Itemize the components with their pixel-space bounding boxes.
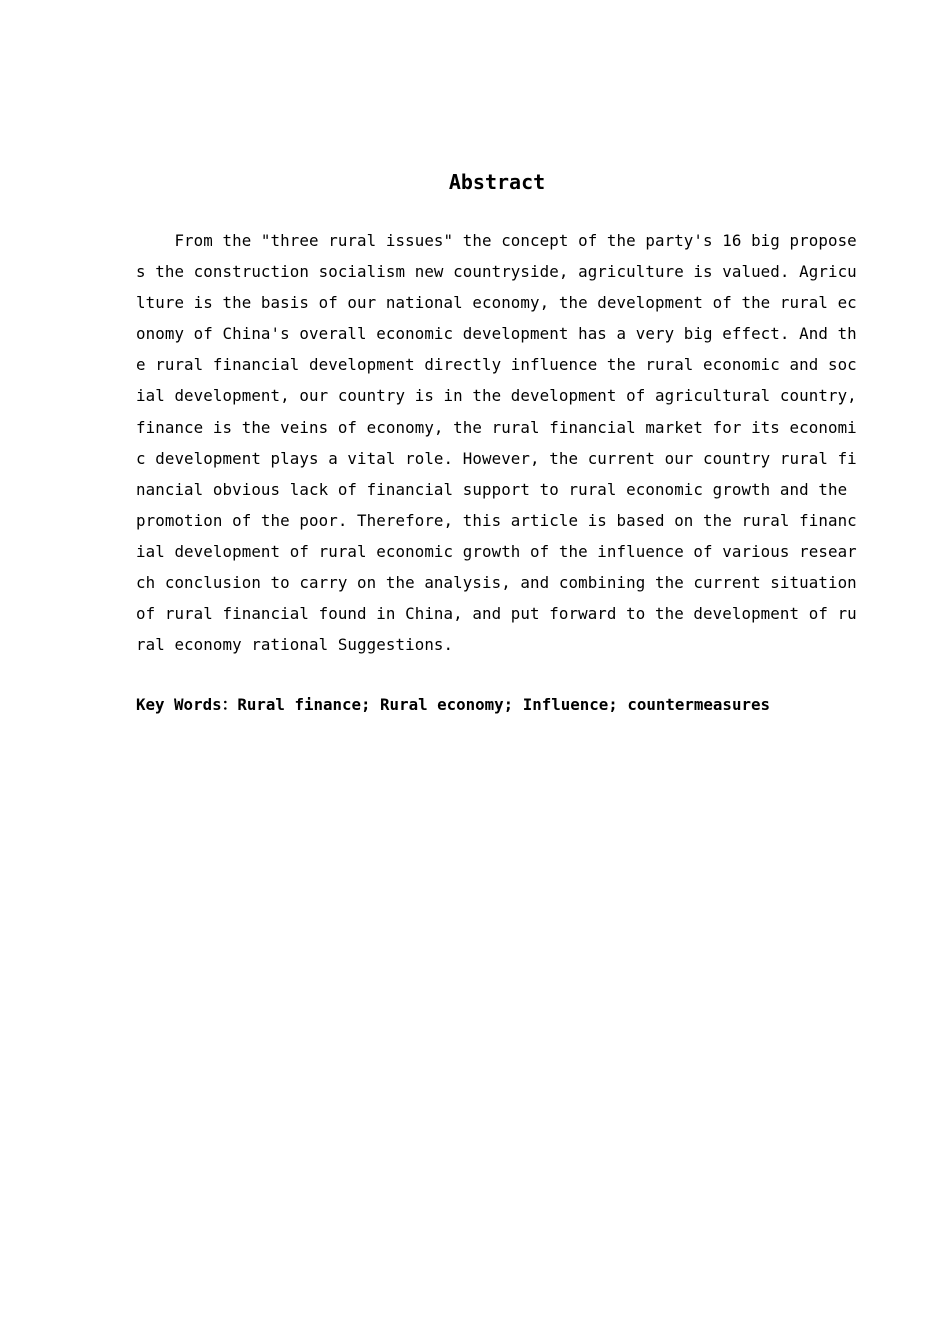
abstract-line: s the construction socialism new countryside, agriculture is valued. Agricu [136, 262, 857, 282]
abstract-title: Abstract [448, 170, 546, 194]
abstract-line: e rural financial development directly influence the rural economic and soc [136, 355, 857, 375]
abstract-line: nancial obvious lack of financial support to rural economic growth and the [136, 479, 848, 499]
abstract-line: ial development, our country is in the development of agricultural country, [136, 386, 857, 406]
abstract-line: From the "three rural issues" the concept of the party's 16 big propose [136, 231, 857, 250]
abstract-line: lture is the basis of our national economy, the development of the rural ec [136, 293, 857, 313]
abstract-line: promotion of the poor. Therefore, this article is based on the rural financ [136, 510, 857, 530]
keywords-line: Key Words：Rural finance; Rural economy; Influence; countermeasures [136, 695, 770, 714]
abstract-line: ral economy rational Suggestions. [136, 635, 454, 655]
abstract-line: finance is the veins of economy, the rural financial market for its economi [136, 417, 857, 437]
abstract-line: c development plays a vital role. However, the current our country rural fi [136, 448, 857, 468]
abstract-line: of rural financial found in China, and put forward to the development of ru [136, 604, 857, 624]
abstract-line: ial development of rural economic growth of the influence of various resear [136, 541, 857, 561]
abstract-body [136, 225, 876, 660]
abstract-line: onomy of China's overall economic development has a very big effect. And th [136, 324, 857, 344]
abstract-line: ch conclusion to carry on the analysis, and combining the current situation [136, 573, 857, 593]
